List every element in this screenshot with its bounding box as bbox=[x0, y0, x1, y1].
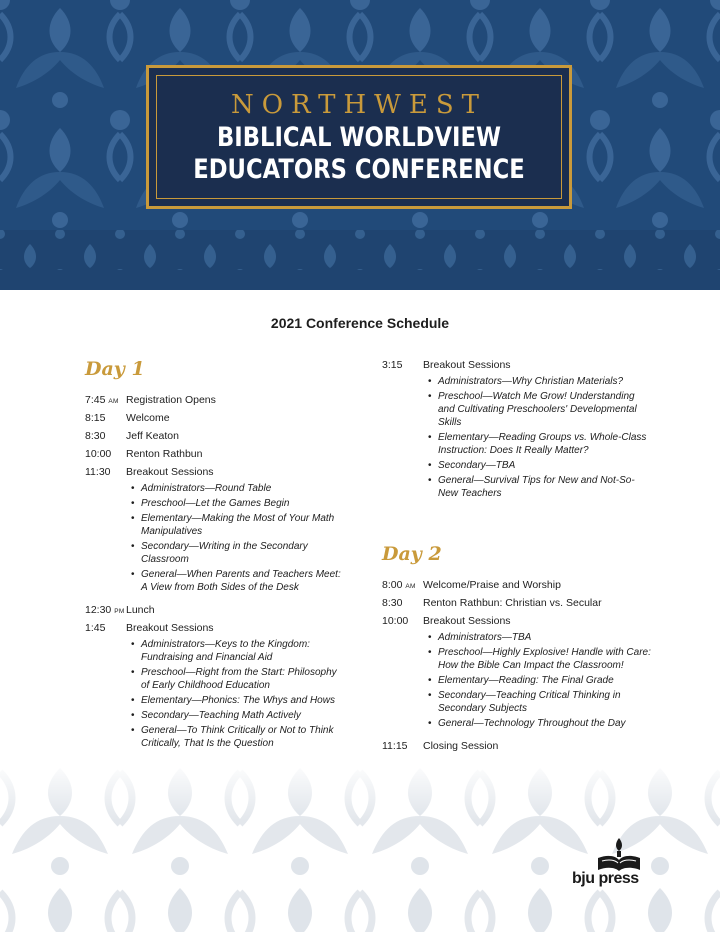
day-1-schedule bbox=[85, 392, 345, 758]
event-time-value: 1:45 bbox=[85, 622, 106, 634]
event-time bbox=[85, 622, 105, 636]
breakout-session-item: • Preschool—Watch Me Grow! Understanding and Cultivating Preschoolers' Developmental Skills bbox=[428, 390, 652, 429]
event-title: Renton Rathbun: Christian vs. Secular bbox=[423, 597, 602, 609]
breakout-session-item: • Elementary—Reading: The Final Grade bbox=[428, 674, 652, 687]
breakout-session-list bbox=[382, 375, 652, 500]
event-time-value: 7:45 bbox=[85, 394, 106, 406]
breakout-session-item: • General—Technology Throughout the Day bbox=[428, 717, 652, 730]
schedule-row bbox=[85, 410, 345, 428]
event-time bbox=[382, 597, 402, 611]
event-time bbox=[382, 740, 408, 754]
title-northwest: NORTHWEST bbox=[230, 90, 488, 120]
breakout-session-item: • Preschool—Right from the Start: Philosophy of Early Childhood Education bbox=[131, 666, 345, 692]
day-2-heading: Day 2 bbox=[382, 543, 442, 565]
event-time-value: 8:00 bbox=[382, 579, 403, 591]
conference-title-box bbox=[146, 65, 572, 209]
event-title: Closing Session bbox=[423, 740, 499, 752]
schedule-row bbox=[382, 357, 652, 375]
breakout-session-item: • Administrators—TBA bbox=[428, 631, 652, 644]
event-title: Breakout Sessions bbox=[423, 615, 511, 627]
event-time-value: 8:30 bbox=[85, 430, 106, 442]
breakout-session-list bbox=[85, 482, 345, 594]
event-time bbox=[85, 448, 111, 462]
schedule-row bbox=[382, 738, 652, 756]
breakout-session-item: • Administrators—Round Table bbox=[131, 482, 345, 495]
day-2-schedule bbox=[382, 577, 652, 756]
event-title: Jeff Keaton bbox=[126, 430, 179, 442]
breakout-session-item: • General—When Parents and Teachers Meet: A View from Both Sides of the Desk bbox=[131, 568, 345, 594]
schedule-row bbox=[382, 613, 652, 631]
breakout-session-item: • Preschool—Let the Games Begin bbox=[131, 497, 345, 510]
schedule-row bbox=[85, 620, 345, 638]
bju-press-logo bbox=[572, 836, 662, 896]
event-title: Breakout Sessions bbox=[126, 466, 214, 478]
title-educators-conference: EDUCATORS CONFERENCE bbox=[193, 154, 525, 185]
breakout-session-list bbox=[85, 638, 345, 750]
day-1-schedule-continued bbox=[382, 357, 652, 508]
event-title: Breakout Sessions bbox=[126, 622, 214, 634]
schedule-row bbox=[85, 602, 345, 620]
event-time bbox=[382, 359, 402, 373]
breakout-session-item: • Secondary—Teaching Math Actively bbox=[131, 709, 345, 722]
schedule-row bbox=[85, 446, 345, 464]
day-1-heading: Day 1 bbox=[85, 358, 145, 380]
event-time-value: 3:15 bbox=[382, 359, 403, 371]
event-time-value: 8:15 bbox=[85, 412, 106, 424]
schedule-row bbox=[382, 595, 652, 613]
event-time bbox=[85, 412, 105, 426]
schedule-row bbox=[85, 464, 345, 482]
event-time-value: 10:00 bbox=[85, 448, 112, 460]
breakout-session-item: • Secondary—TBA bbox=[428, 459, 652, 472]
bju-press-lamp-book-icon bbox=[594, 836, 644, 872]
event-title: Welcome/Praise and Worship bbox=[423, 579, 561, 591]
event-time-value: 10:00 bbox=[382, 615, 409, 627]
event-title: Registration Opens bbox=[126, 394, 216, 406]
breakout-session-item: • Preschool—Highly Explosive! Handle with Care: How the Bible Can Impact the Classroom! bbox=[428, 646, 652, 672]
breakout-session-item: • General—To Think Critically or Not to Think Critically, That Is the Question bbox=[131, 724, 345, 750]
header-banner bbox=[0, 0, 720, 290]
breakout-session-item: • Elementary—Making the Most of Your Math Manipulatives bbox=[131, 512, 345, 538]
event-time bbox=[85, 394, 119, 409]
event-time bbox=[85, 466, 111, 480]
breakout-session-item: • Secondary—Writing in the Secondary Classroom bbox=[131, 540, 345, 566]
event-title: Lunch bbox=[126, 604, 155, 616]
event-title: Breakout Sessions bbox=[423, 359, 511, 371]
breakout-session-item: • General—Survival Tips for New and Not-So-New Teachers bbox=[428, 474, 652, 500]
event-time bbox=[382, 615, 408, 629]
schedule-row bbox=[382, 577, 652, 595]
event-time bbox=[382, 579, 416, 594]
event-time-value: 11:15 bbox=[382, 740, 408, 752]
breakout-session-item: • Secondary—Teaching Critical Thinking in Secondary Subjects bbox=[428, 689, 652, 715]
breakout-session-item: • Administrators—Keys to the Kingdom: Fundraising and Financial Aid bbox=[131, 638, 345, 664]
breakout-session-item: • Elementary—Reading Groups vs. Whole-Class Instruction: Does It Really Matter? bbox=[428, 431, 652, 457]
event-time-value: 11:30 bbox=[85, 466, 111, 478]
event-time bbox=[85, 430, 105, 444]
event-time-ampm: PM bbox=[114, 608, 125, 615]
schedule-title: 2021 Conference Schedule bbox=[270, 315, 450, 331]
schedule-row bbox=[85, 428, 345, 446]
bju-press-wordmark: bju press bbox=[572, 870, 639, 887]
event-time bbox=[85, 604, 125, 619]
title-biblical-worldview: BIBLICAL WORLDVIEW bbox=[217, 122, 501, 153]
event-title: Welcome bbox=[126, 412, 170, 424]
event-time-ampm: AM bbox=[108, 398, 119, 405]
event-time-value: 12:30 bbox=[85, 604, 112, 616]
breakout-session-list bbox=[382, 631, 652, 730]
event-title: Renton Rathbun bbox=[126, 448, 203, 460]
breakout-session-item: • Elementary—Phonics: The Whys and Hows bbox=[131, 694, 345, 707]
schedule-row bbox=[85, 392, 345, 410]
event-time-value: 8:30 bbox=[382, 597, 403, 609]
event-time-ampm: AM bbox=[405, 583, 416, 590]
breakout-session-item: • Administrators—Why Christian Materials? bbox=[428, 375, 652, 388]
